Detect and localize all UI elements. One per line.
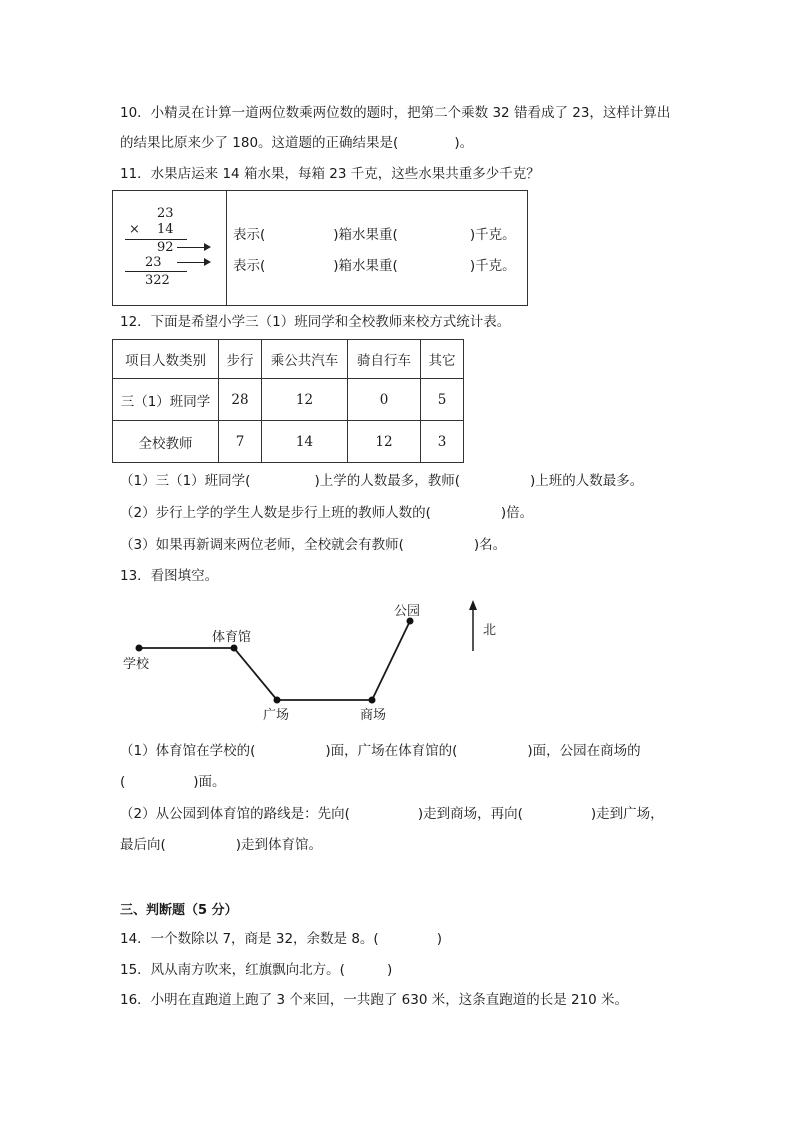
calc-multiplicand: 23 (157, 206, 174, 221)
box-divider (226, 191, 227, 305)
calc-product: 322 (145, 273, 170, 288)
q12-intro: 12．下面是希望小学三（1）班同学和全校教师来校方式统计表。 (120, 314, 511, 330)
north-arrow-icon (469, 600, 477, 651)
header-cell: 步行 (219, 340, 262, 379)
calc-partial-2: 23 (145, 255, 162, 270)
q13-intro: 13．看图填空。 (120, 568, 219, 584)
route-line (139, 621, 410, 700)
q12-sub2: （2）步行上学的学生人数是步行上班的教师人数的( )倍。 (120, 505, 534, 521)
q14: 14．一个数除以 7，商是 32，余数是 8。( ) (120, 931, 442, 947)
header-cell: 其它 (421, 340, 464, 379)
label-square: 广场 (263, 708, 290, 723)
section-title: 三、判断题（5 分） (120, 903, 238, 918)
table-header-row (113, 340, 464, 379)
calc-partial-1: 92 (157, 240, 174, 255)
q13-sub1-line1: （1）体育馆在学校的( )面，广场在体育馆的( )面，公园在商场的 (120, 743, 641, 759)
q10-line2: 的结果比原来少了 180。这道题的正确结果是( )。 (120, 135, 474, 151)
q13-sub2-line2: 最后向( )走到体育馆。 (120, 837, 323, 853)
times-sign: × (129, 222, 140, 237)
table-cell: 12 (262, 379, 348, 421)
table-cell: 三（1）班同学 (113, 379, 219, 421)
commute-table (112, 339, 464, 463)
q11-row2: 表示( )箱水果重( )千克。 (233, 258, 516, 274)
table-cell: 全校教师 (113, 421, 219, 463)
header-cell: 骑自行车 (348, 340, 421, 379)
table-cell: 5 (421, 379, 464, 421)
calc-rule (125, 271, 187, 272)
table-cell: 12 (348, 421, 421, 463)
table-row (113, 421, 464, 463)
calc-multiplier: 14 (157, 222, 174, 237)
q13-sub1-line2: ( )面。 (120, 774, 226, 790)
header-cell: 乘公共汽车 (262, 340, 348, 379)
label-park: 公园 (394, 604, 421, 619)
q11-question: 11．水果店运来 14 箱水果，每箱 23 千克，这些水果共重多少千克？ (120, 166, 540, 182)
label-school: 学校 (123, 657, 150, 672)
table-cell: 0 (348, 379, 421, 421)
q15: 15．风从南方吹来，红旗飘向北方。( ) (120, 962, 393, 978)
q13-sub2-line1: （2）从公园到体育馆的路线是：先向( )走到商场，再向( )走到广场， (120, 806, 664, 822)
label-mall: 商场 (360, 708, 387, 723)
square-point (274, 697, 281, 704)
table-cell: 3 (421, 421, 464, 463)
q16: 16．小明在直跑道上跑了 3 个来回，一共跑了 630 米，这条直跑道的长是 210 米。 (120, 992, 629, 1008)
calc-rule (125, 239, 187, 240)
table-cell: 14 (262, 421, 348, 463)
q12-sub3: （3）如果再新调来两位老师，全校就会有教师( )名。 (120, 537, 507, 553)
mall-point (369, 697, 376, 704)
school-point (136, 645, 143, 652)
table-cell: 7 (219, 421, 262, 463)
gym-point (231, 645, 238, 652)
table-cell: 28 (219, 379, 262, 421)
table-row (113, 379, 464, 421)
label-gym: 体育馆 (212, 630, 252, 645)
header-cell: 项目人数类别 (113, 340, 219, 379)
q11-calc-box (112, 190, 528, 306)
arrow-icon (177, 247, 209, 248)
q11-row1: 表示( )箱水果重( )千克。 (233, 227, 516, 243)
q12-sub1: （1）三（1）班同学( )上学的人数最多，教师( )上班的人数最多。 (120, 473, 644, 489)
label-north: 北 (483, 623, 497, 638)
arrow-icon (177, 262, 209, 263)
q10-line1: 10．小精灵在计算一道两位数乘两位数的题时，把第二个乘数 32 错看成了 23，这样计算出 (120, 105, 671, 121)
